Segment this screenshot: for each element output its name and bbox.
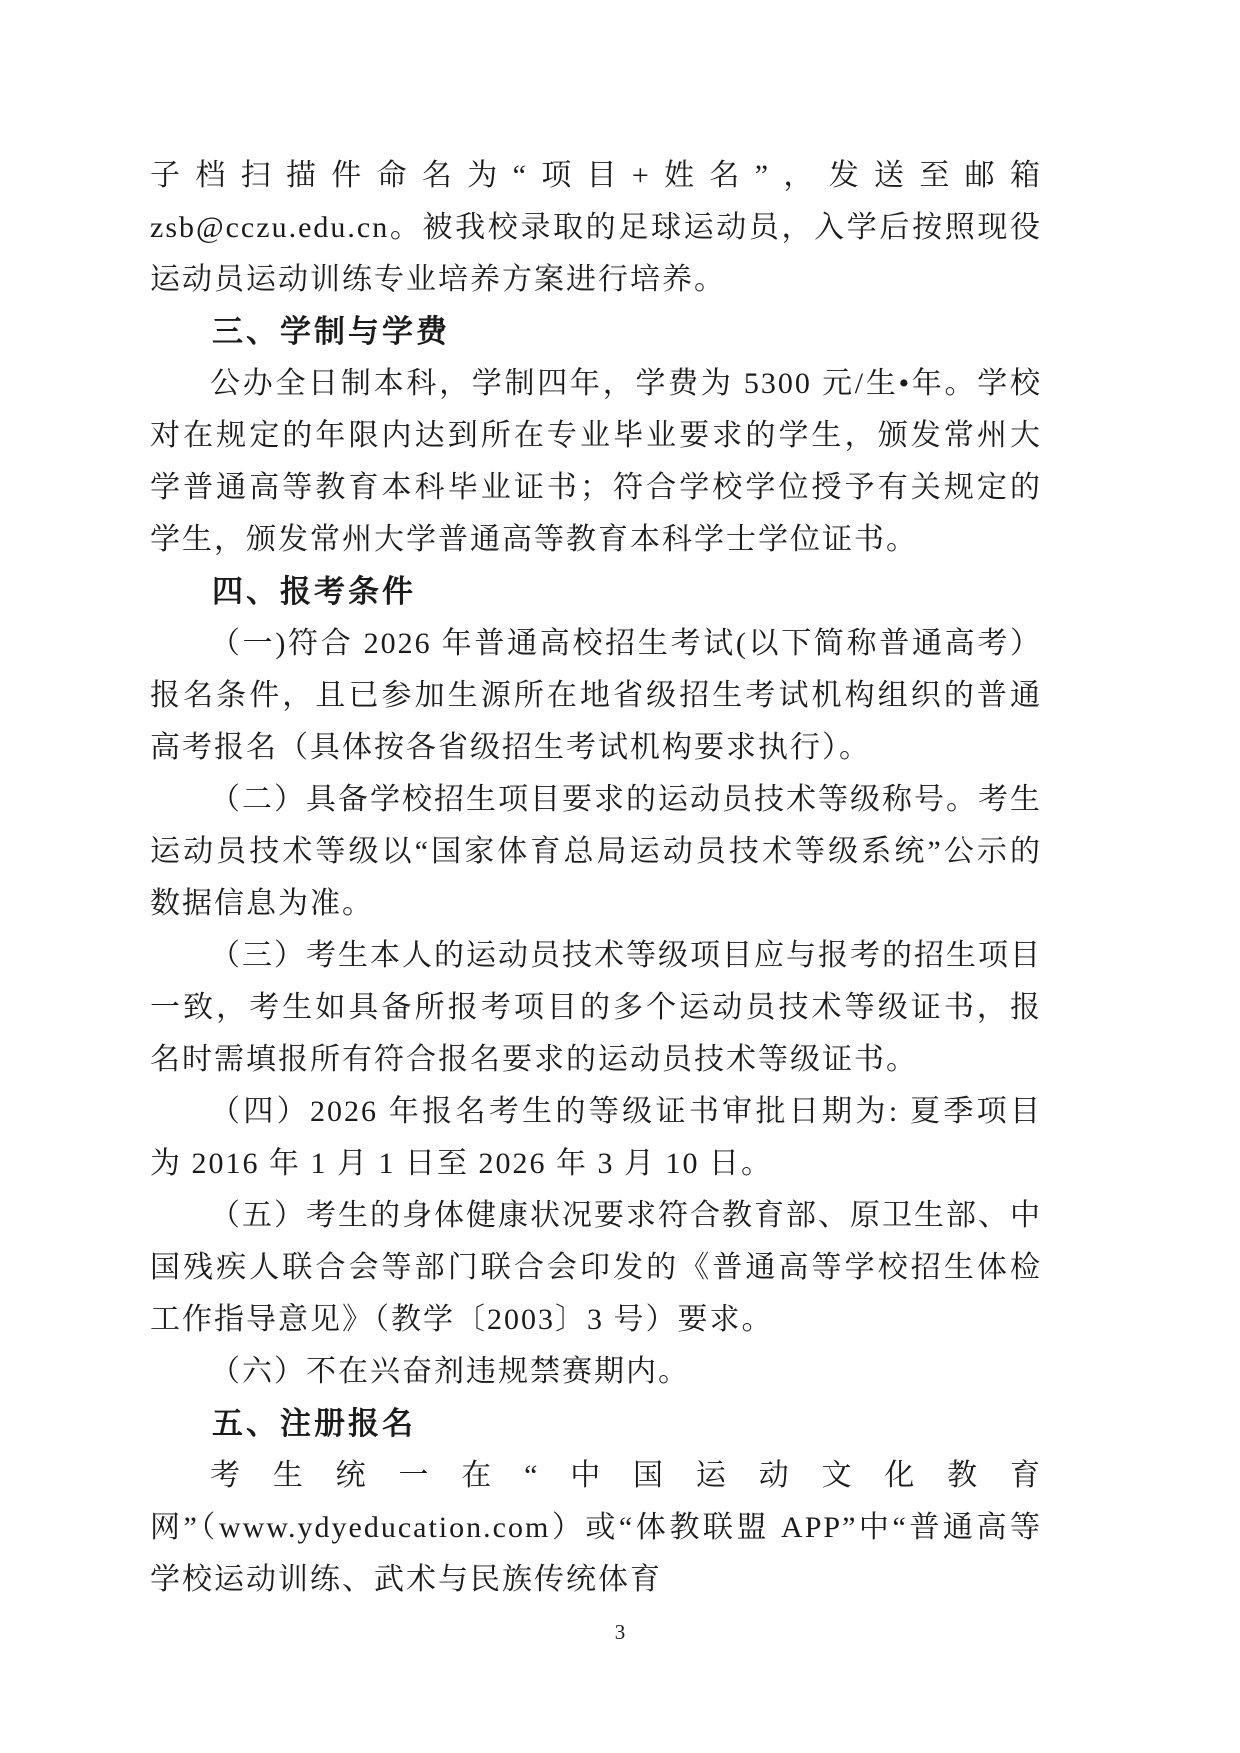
paragraph-requirement-6: （六）不在兴奋剂违规禁赛期内。 <box>210 1355 690 1388</box>
heading-section-3-tuition: 三、学制与学费 <box>212 314 450 349</box>
paragraph-registration: 考生统一在“中国运动文化教育网”（www.ydyeducation.com）或“体教联盟 APP”中“普通高等学校运动训练、武术与民族传统体育 <box>150 1459 1042 1596</box>
heading-section-5-registration: 五、注册报名 <box>212 1406 416 1441</box>
paragraph-requirement-5: （五）考生的身体健康状况要求符合教育部、原卫生部、中国残疾人联合会等部门联合会印发的《普通高等学校招生体检工作指导意见》（教学〔2003〕3 号）要求。 <box>150 1199 1042 1336</box>
heading-section-4-requirements: 四、报考条件 <box>212 574 416 609</box>
paragraph-tuition: 公办全日制本科，学制四年，学费为 5300 元/生•年。学校对在规定的年限内达到所在专业毕业要求的学生，颁发常州大学普通高等教育本科毕业证书；符合学校学位授予有关规定的学生，颁发常州大学普通高等教育本科学士学位证书。 <box>150 367 1042 556</box>
paragraph-requirement-3: （三）考生本人的运动员技术等级项目应与报考的招生项目一致，考生如具备所报考项目的多个运动员技术等级证书，报名时需填报所有符合报名要求的运动员技术等级证书。 <box>150 939 1042 1076</box>
paragraph-requirement-1: （一)符合 2026 年普通高校招生考试(以下简称普通高考）报名条件，且已参加生源所在地省级招生考试机构组织的普通高考报名（具体按各省级招生考试机构要求执行）。 <box>150 627 1042 764</box>
paragraph-requirement-2: （二）具备学校招生项目要求的运动员技术等级称号。考生运动员技术等级以“国家体育总局运动员技术等级系统”公示的数据信息为准。 <box>150 783 1042 920</box>
document-body <box>150 150 1042 1606</box>
paragraph-requirement-4: （四）2026 年报名考生的等级证书审批日期为: 夏季项目为 2016 年 1 月 1 日至 2026 年 3 月 10 日。 <box>150 1095 1042 1180</box>
paragraph-intro-continuation: 子档扫描件命名为“项目+姓名”，发送至邮箱 zsb@cczu.edu.cn。被我校录取的足球运动员，入学后按照现役运动员运动训练专业培养方案进行培养。 <box>150 159 1042 296</box>
page-number: 3 <box>614 1620 626 1644</box>
